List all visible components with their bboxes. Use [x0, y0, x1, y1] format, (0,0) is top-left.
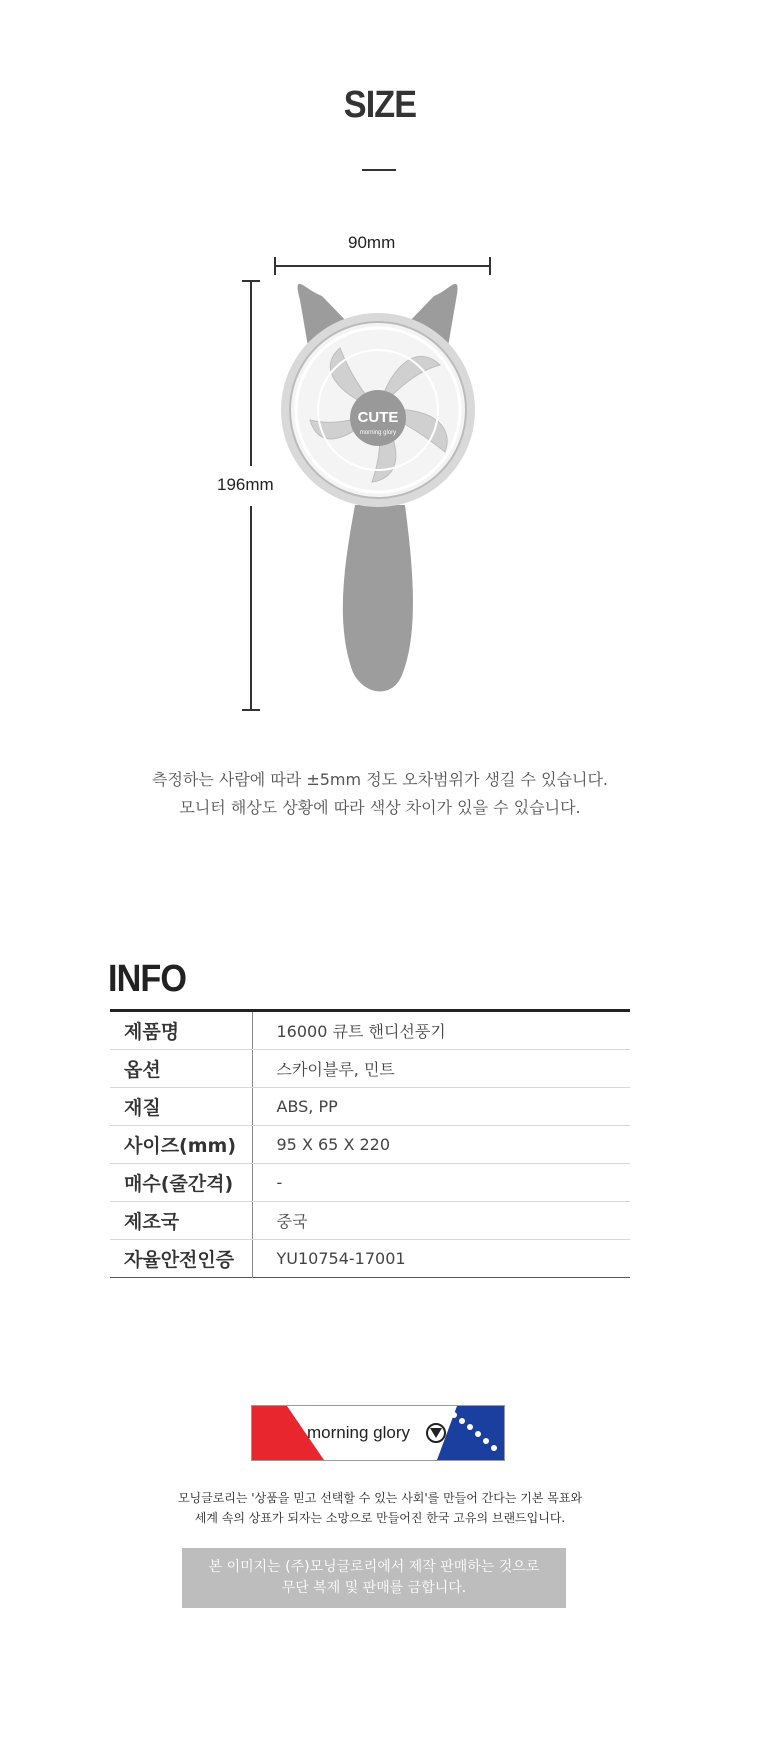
table-row: [110, 1202, 630, 1240]
table-row: [110, 1050, 630, 1088]
row-label: 제품명: [110, 1011, 252, 1050]
row-label: 제조국: [110, 1202, 252, 1240]
width-dimension-line: [275, 257, 490, 275]
row-value: 95 X 65 X 220: [252, 1126, 630, 1164]
row-value: 스카이블루, 민트: [252, 1050, 630, 1088]
size-title: SIZE: [343, 84, 417, 126]
table-row: [110, 1126, 630, 1164]
table-row: [110, 1164, 630, 1202]
row-value: 16000 큐트 핸디선풍기: [252, 1011, 630, 1050]
info-title: INFO: [108, 958, 187, 1000]
row-label: 재질: [110, 1088, 252, 1126]
fan-diagram: [230, 255, 520, 725]
fan-logo-text: CUTE: [357, 409, 399, 426]
logo-text: morning glory: [307, 1423, 410, 1442]
info-table: [110, 1009, 630, 1278]
measurement-note: 측정하는 사람에 따라 ±5mm 정도 오차범위가 생길 수 있습니다.: [151, 770, 609, 789]
brand-description-line1: 모닝글로리는 '상품을 믿고 선택할 수 있는 사회'를 만들어 간다는 기본 목표와: [177, 1491, 583, 1505]
height-dimension-label: 196mm: [217, 475, 274, 494]
logo-blue-band: [437, 1406, 504, 1460]
width-dimension-label: 90mm: [348, 233, 396, 252]
color-note: 모니터 해상도 상황에 따라 색상 차이가 있을 수 있습니다.: [179, 798, 581, 817]
morning-glory-logo: [251, 1405, 505, 1461]
row-label: 자율안전인증: [110, 1240, 252, 1278]
fan-handle: [343, 505, 413, 691]
row-value: YU10754-17001: [276, 1249, 406, 1268]
row-label: 사이즈(mm): [110, 1126, 252, 1164]
table-row: [110, 1011, 630, 1050]
table-row: [110, 1240, 630, 1278]
row-value: -: [252, 1164, 630, 1202]
brand-description-line2: 세계 속의 상표가 되자는 소망으로 만들어진 한국 고유의 브랜드입니다.: [194, 1511, 566, 1525]
row-label: 매수(줄간격): [110, 1164, 252, 1202]
copyright-notice: [182, 1548, 566, 1608]
height-dimension-line: [242, 281, 260, 710]
table-row: [110, 1088, 630, 1126]
row-value: 중국: [252, 1202, 630, 1240]
row-label: 옵션: [110, 1050, 252, 1088]
fan-brand-text: morning glory: [359, 430, 397, 436]
row-value: ABS, PP: [252, 1088, 630, 1126]
copyright-line2: 무단 복제 및 판매를 금합니다.: [281, 1580, 467, 1596]
copyright-line1: 본 이미지는 (주)모닝글로리에서 제작 판매하는 것으로: [208, 1559, 540, 1575]
title-divider: [362, 169, 396, 171]
